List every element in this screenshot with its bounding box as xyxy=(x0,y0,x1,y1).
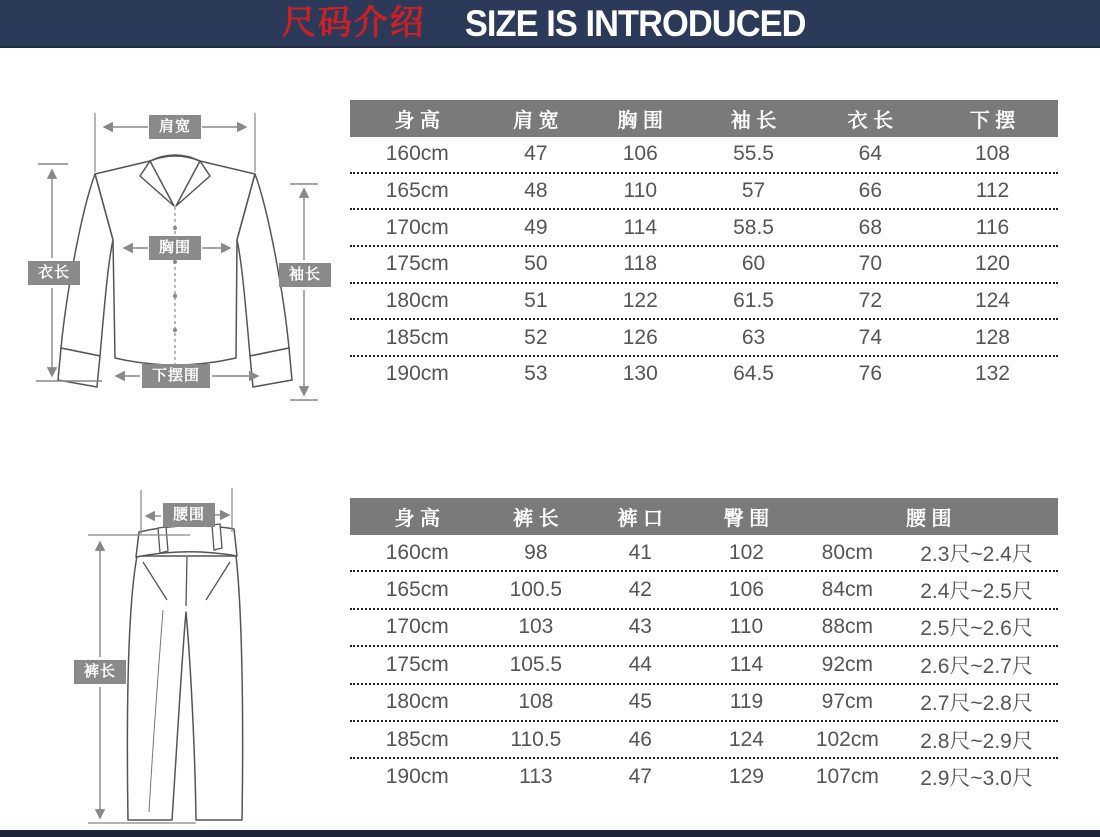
table-cell: 119 xyxy=(729,690,764,714)
table-cell: 72 xyxy=(858,289,883,313)
table-cell: 175cm xyxy=(385,652,449,676)
table-cell: 120 xyxy=(974,252,1010,276)
shirt-size-table xyxy=(350,100,1058,392)
table-cell: 70 xyxy=(858,252,883,276)
table-cell: 110 xyxy=(623,179,657,203)
column-header: 臀 围 xyxy=(723,508,770,530)
table-cell: 110 xyxy=(729,615,764,639)
banner-title-zh: 尺码介绍 xyxy=(281,4,426,42)
table-cell: 175cm xyxy=(385,252,449,276)
label-shoulder-width: 肩宽 xyxy=(149,115,201,139)
label-hem: 下摆围 xyxy=(142,364,210,388)
table-cell: 2.7尺~2.8尺 xyxy=(920,692,1033,716)
table-cell: 57 xyxy=(741,179,766,203)
table-cell: 80cm xyxy=(821,540,874,564)
table-cell: 52 xyxy=(524,325,548,349)
column-header: 胸 围 xyxy=(617,110,664,132)
table-cell: 88cm xyxy=(821,615,874,639)
table-row xyxy=(350,284,1058,321)
table-cell: 130 xyxy=(622,362,658,386)
table-cell: 51 xyxy=(524,289,548,313)
table-row xyxy=(350,572,1058,609)
table-cell: 92cm xyxy=(821,652,874,676)
table-cell: 2.8尺~2.9尺 xyxy=(920,729,1033,753)
table-cell: 160cm xyxy=(385,540,449,564)
banner-title-en: SIZE IS INTRODUCED xyxy=(464,2,806,44)
table-cell: 76 xyxy=(858,362,883,386)
label-chest: 胸围 xyxy=(149,236,201,260)
table-cell: 107cm xyxy=(815,765,879,789)
table-cell: 47 xyxy=(524,142,548,166)
table-cell: 114 xyxy=(623,215,657,239)
table-cell: 47 xyxy=(628,765,652,789)
table-cell: 185cm xyxy=(385,325,449,349)
table-cell: 41 xyxy=(628,540,652,564)
pants-line-drawing xyxy=(40,480,300,832)
table-cell: 165cm xyxy=(385,578,449,602)
column-header: 裤 长 xyxy=(513,508,559,530)
table-cell: 61.5 xyxy=(733,289,774,313)
table-cell: 160cm xyxy=(385,142,449,166)
table-row xyxy=(350,722,1058,759)
table-row xyxy=(350,647,1058,684)
table-cell: 98 xyxy=(524,540,548,564)
table-cell: 190cm xyxy=(385,765,449,789)
table-cell: 124 xyxy=(728,727,764,751)
label-garment-length: 衣长 xyxy=(28,261,80,285)
table-cell: 74 xyxy=(858,325,883,349)
table-cell: 128 xyxy=(974,325,1010,349)
label-waist: 腰围 xyxy=(163,503,215,527)
table-cell: 132 xyxy=(974,362,1010,386)
table-cell: 84cm xyxy=(821,578,874,602)
table-cell: 46 xyxy=(628,727,652,751)
table-cell: 64.5 xyxy=(733,362,774,386)
table-header-row xyxy=(350,100,1058,137)
column-header: 下 摆 xyxy=(969,110,1016,132)
table-cell: 122 xyxy=(622,289,658,313)
column-header: 腰 围 xyxy=(905,508,952,530)
table-cell: 45 xyxy=(628,690,652,714)
table-cell: 106 xyxy=(622,142,658,166)
table-cell: 170cm xyxy=(385,215,449,239)
table-cell: 129 xyxy=(728,765,764,789)
table-cell: 190cm xyxy=(385,362,449,386)
table-cell: 118 xyxy=(623,252,657,276)
banner xyxy=(0,0,1100,48)
table-cell: 102cm xyxy=(815,727,879,751)
table-cell: 2.5尺~2.6尺 xyxy=(920,617,1033,641)
table-cell: 108 xyxy=(974,142,1010,166)
table-row xyxy=(350,759,1058,794)
table-cell: 126 xyxy=(622,325,658,349)
table-cell: 103 xyxy=(518,615,554,639)
table-cell: 60 xyxy=(741,252,766,276)
table-cell: 100.5 xyxy=(509,578,563,602)
footer-bar xyxy=(0,830,1100,837)
table-cell: 66 xyxy=(858,179,883,203)
label-sleeve-length: 袖长 xyxy=(279,263,331,287)
table-cell: 102 xyxy=(728,540,764,564)
table-cell: 43 xyxy=(628,615,652,639)
table-cell: 53 xyxy=(524,362,548,386)
table-cell: 68 xyxy=(858,215,883,239)
table-row xyxy=(350,174,1058,211)
table-cell: 58.5 xyxy=(733,215,774,239)
table-cell: 64 xyxy=(858,142,883,166)
table-cell: 97cm xyxy=(821,690,874,714)
table-cell: 2.3尺~2.4尺 xyxy=(920,542,1033,566)
table-cell: 48 xyxy=(524,179,548,203)
table-row xyxy=(350,137,1058,174)
table-cell: 165cm xyxy=(385,179,449,203)
table-row xyxy=(350,685,1058,722)
table-row xyxy=(350,610,1058,647)
table-cell: 180cm xyxy=(385,289,449,313)
table-cell: 63 xyxy=(741,325,766,349)
pants-size-table xyxy=(350,498,1058,795)
column-header: 裤 口 xyxy=(617,508,664,530)
table-cell: 112 xyxy=(975,179,1010,203)
table-cell: 50 xyxy=(524,252,548,276)
table-row xyxy=(350,357,1058,392)
table-cell: 106 xyxy=(728,578,764,602)
table-cell: 2.6尺~2.7尺 xyxy=(920,654,1033,678)
table-row xyxy=(350,535,1058,572)
table-cell: 42 xyxy=(628,578,652,602)
table-cell: 110.5 xyxy=(510,727,562,751)
table-cell: 108 xyxy=(518,690,554,714)
column-header: 衣 长 xyxy=(847,110,894,132)
column-header: 肩 宽 xyxy=(513,110,559,132)
table-cell: 113 xyxy=(519,765,553,789)
table-row xyxy=(350,320,1058,357)
column-header: 袖 长 xyxy=(730,110,777,132)
table-cell: 124 xyxy=(974,289,1010,313)
table-cell: 2.4尺~2.5尺 xyxy=(920,580,1033,604)
table-cell: 170cm xyxy=(385,615,449,639)
table-cell: 49 xyxy=(524,215,548,239)
table-cell: 2.9尺~3.0尺 xyxy=(920,767,1033,791)
column-header: 身 高 xyxy=(394,508,441,530)
table-cell: 105.5 xyxy=(509,652,563,676)
column-header: 身 高 xyxy=(394,110,441,132)
table-header-row xyxy=(350,498,1058,535)
table-cell: 44 xyxy=(628,652,652,676)
label-pants-length: 裤长 xyxy=(74,660,126,684)
table-cell: 180cm xyxy=(385,690,449,714)
table-cell: 55.5 xyxy=(733,142,774,166)
table-cell: 116 xyxy=(975,215,1010,239)
table-cell: 114 xyxy=(729,652,764,676)
table-cell: 185cm xyxy=(385,727,449,751)
table-row xyxy=(350,210,1058,247)
table-row xyxy=(350,247,1058,284)
